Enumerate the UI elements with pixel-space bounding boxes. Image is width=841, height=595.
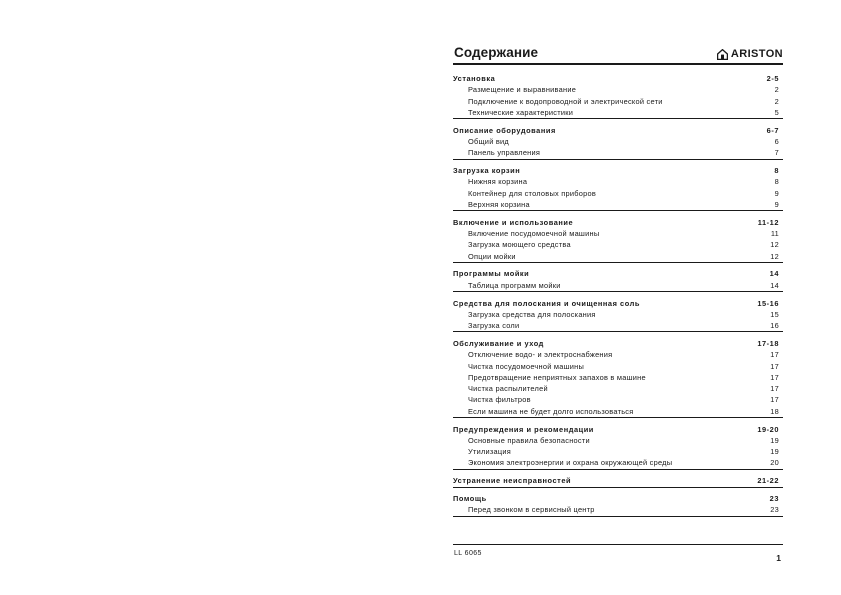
entry-label: Утилизация — [468, 447, 512, 457]
toc-page — [453, 45, 783, 563]
toc-section — [453, 493, 783, 517]
entry-page: 9 — [774, 188, 779, 198]
section-title: Обслуживание и уход — [453, 338, 544, 348]
toc-entry[interactable] — [453, 280, 783, 291]
entry-page: 23 — [770, 505, 779, 515]
entry-page: 14 — [770, 280, 779, 290]
toc-section-heading[interactable] — [453, 493, 783, 504]
section-pages: 14 — [769, 269, 779, 279]
toc-section-heading[interactable] — [453, 125, 783, 136]
brand-logo — [717, 48, 783, 60]
house-icon — [717, 49, 728, 60]
toc-entry[interactable] — [453, 457, 783, 468]
entry-label: Если машина не будет долго использоваться — [468, 406, 634, 416]
toc-entry[interactable] — [453, 107, 783, 118]
toc-section-heading[interactable] — [453, 217, 783, 228]
entry-page: 17 — [770, 361, 779, 371]
toc-entry[interactable] — [453, 199, 783, 210]
entry-label: Чистка фильтров — [468, 395, 531, 405]
toc-entry[interactable] — [453, 349, 783, 360]
entry-page: 2 — [774, 96, 779, 106]
toc-section-heading[interactable] — [453, 268, 783, 279]
entry-page: 9 — [774, 199, 779, 209]
toc-section — [453, 338, 783, 418]
entry-label: Экономия электроэнергии и охрана окружающей среды — [468, 458, 673, 468]
entry-page: 5 — [774, 107, 779, 117]
entry-page: 17 — [770, 395, 779, 405]
section-pages: 17-18 — [757, 338, 779, 348]
entry-page: 12 — [770, 251, 779, 261]
toc-entry[interactable] — [453, 372, 783, 383]
page-header — [453, 45, 783, 65]
toc-section-heading[interactable] — [453, 298, 783, 309]
toc-entry[interactable] — [453, 176, 783, 187]
toc-section-heading[interactable] — [453, 165, 783, 176]
entry-page: 18 — [770, 406, 779, 416]
toc-entry[interactable] — [453, 394, 783, 405]
entry-label: Верхняя корзина — [468, 199, 530, 209]
toc-section — [453, 217, 783, 263]
section-pages: 15-16 — [757, 298, 779, 308]
toc-entry[interactable] — [453, 239, 783, 250]
toc-entry[interactable] — [453, 96, 783, 107]
toc-section-heading[interactable] — [453, 73, 783, 84]
entry-page: 15 — [770, 309, 779, 319]
toc-section — [453, 424, 783, 470]
entry-page: 19 — [770, 435, 779, 445]
toc-entry[interactable] — [453, 188, 783, 199]
entry-label: Отключение водо- и электроснабжения — [468, 350, 613, 360]
section-pages: 23 — [769, 494, 779, 503]
section-pages: 8 — [774, 166, 779, 176]
entry-label: Технические характеристики — [468, 107, 574, 117]
page-number: 1 — [776, 553, 781, 563]
entry-page: 11 — [770, 229, 779, 239]
toc-entry[interactable] — [453, 251, 783, 262]
entry-page: 19 — [770, 447, 779, 457]
toc-entry[interactable] — [453, 320, 783, 331]
section-title: Помощь — [453, 494, 487, 503]
section-pages: 19-20 — [757, 424, 779, 434]
toc-entry[interactable] — [453, 361, 783, 372]
entry-label: Контейнер для столовых приборов — [468, 188, 596, 198]
toc-section-heading[interactable] — [453, 338, 783, 349]
entry-page: 20 — [770, 458, 779, 468]
toc-entry[interactable] — [453, 147, 783, 158]
toc-section — [453, 125, 783, 160]
toc-section — [453, 475, 783, 487]
toc-entry[interactable] — [453, 84, 783, 95]
entry-page: 17 — [770, 372, 779, 382]
section-pages: 6-7 — [766, 125, 779, 135]
toc-entry[interactable] — [453, 309, 783, 320]
section-title: Включение и использование — [453, 217, 574, 227]
entry-label: Панель управления — [468, 148, 541, 158]
page-title: Содержание — [454, 45, 539, 60]
entry-page: 6 — [774, 136, 779, 146]
section-pages: 11-12 — [757, 217, 779, 227]
entry-label: Загрузка моющего средства — [468, 240, 571, 250]
toc-entry[interactable] — [453, 446, 783, 457]
toc-section — [453, 268, 783, 292]
brand-name: ARISTON — [730, 48, 783, 60]
toc-section — [453, 298, 783, 333]
section-title: Средства для полоскания и очищенная соль — [453, 298, 640, 308]
entry-page: 2 — [774, 85, 779, 95]
section-title: Программы мойки — [453, 269, 530, 279]
entry-page: 16 — [770, 321, 779, 331]
toc-entry[interactable] — [453, 228, 783, 239]
model-code: LL 6065 — [454, 550, 482, 557]
toc-section — [453, 165, 783, 211]
toc-entry[interactable] — [453, 435, 783, 446]
section-title: Описание оборудования — [453, 125, 556, 135]
entry-label: Загрузка средства для полоскания — [468, 309, 596, 319]
entry-label: Перед звонком в сервисный центр — [468, 505, 595, 515]
section-title: Устранение неисправностей — [453, 476, 572, 486]
toc-section — [453, 73, 783, 119]
section-title: Установка — [453, 74, 496, 83]
section-pages: 21-22 — [757, 476, 779, 486]
section-title: Загрузка корзин — [453, 166, 521, 176]
entry-page: 17 — [770, 350, 779, 360]
section-pages: 2-5 — [766, 74, 779, 83]
toc-section-heading[interactable] — [453, 424, 783, 435]
entry-page: 7 — [774, 148, 779, 158]
toc-entry[interactable] — [453, 136, 783, 147]
entry-label: Чистка посудомоечной машины — [468, 361, 585, 371]
entry-label: Нижняя корзина — [468, 177, 528, 187]
toc-entry[interactable] — [453, 406, 783, 417]
section-title: Предупреждения и рекомендации — [453, 424, 594, 434]
entry-label: Чистка распылителей — [468, 384, 548, 394]
table-of-contents — [453, 73, 783, 517]
entry-page: 12 — [770, 240, 779, 250]
entry-label: Общий вид — [468, 136, 509, 146]
toc-entry[interactable] — [453, 504, 783, 515]
entry-label: Предотвращение неприятных запахов в машине — [468, 372, 646, 382]
entry-page: 8 — [774, 177, 779, 187]
toc-entry[interactable] — [453, 383, 783, 394]
toc-section-heading[interactable] — [453, 475, 783, 486]
entry-page: 17 — [770, 384, 779, 394]
entry-label: Опции мойки — [468, 251, 516, 261]
entry-label: Загрузка соли — [468, 321, 520, 331]
entry-label: Основные правила безопасности — [468, 435, 590, 445]
entry-label: Таблица программ мойки — [468, 280, 561, 290]
entry-label: Включение посудомоечной машины — [468, 229, 600, 239]
entry-label: Размещение и выравнивание — [468, 85, 577, 95]
page-footer — [453, 544, 783, 563]
entry-label: Подключение к водопроводной и электрической сети — [468, 96, 663, 106]
